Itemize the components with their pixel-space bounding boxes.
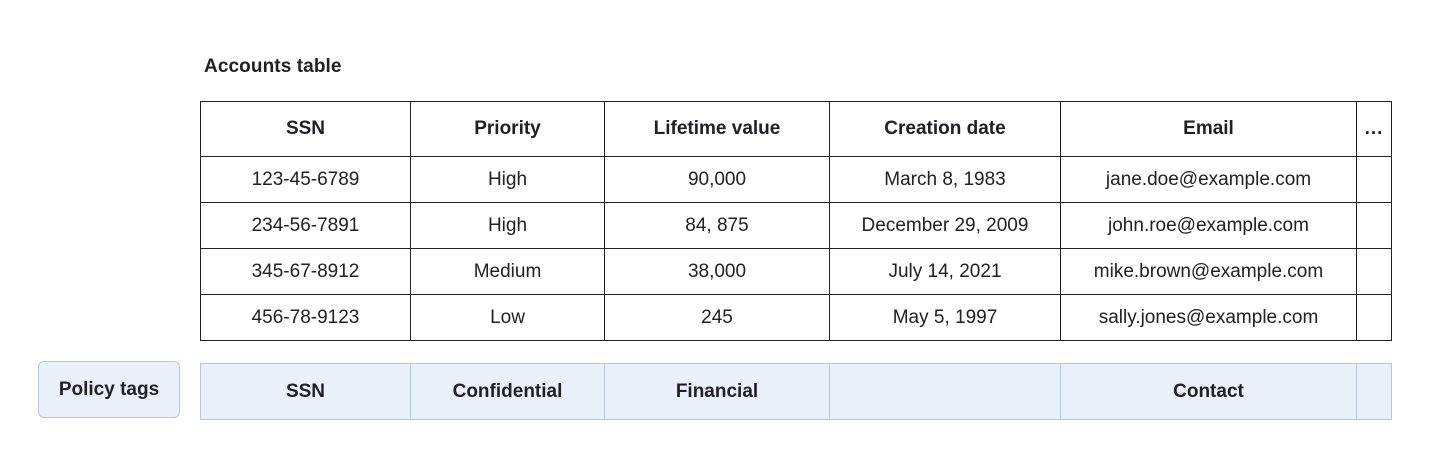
- column-header-email: Email: [1061, 102, 1357, 157]
- table-row: [201, 203, 1392, 249]
- cell-email: sally.jones@example.com: [1061, 295, 1357, 341]
- cell-lifetime-value: 38,000: [605, 249, 830, 295]
- policy-tags-table: [200, 363, 1392, 420]
- column-header-lifetime-value: Lifetime value: [605, 102, 830, 157]
- cell-creation-date: December 29, 2009: [830, 203, 1061, 249]
- cell-more: [1357, 203, 1392, 249]
- cell-creation-date: July 14, 2021: [830, 249, 1061, 295]
- cell-ssn: 123-45-6789: [201, 157, 411, 203]
- cell-lifetime-value: 245: [605, 295, 830, 341]
- cell-more: [1357, 157, 1392, 203]
- table-header-row: [201, 102, 1392, 157]
- cell-lifetime-value: 84, 875: [605, 203, 830, 249]
- column-header-priority: Priority: [411, 102, 605, 157]
- cell-creation-date: March 8, 1983: [830, 157, 1061, 203]
- policy-tag-empty: [830, 364, 1061, 420]
- cell-ssn: 345-67-8912: [201, 249, 411, 295]
- column-header-ssn: SSN: [201, 102, 411, 157]
- cell-lifetime-value: 90,000: [605, 157, 830, 203]
- accounts-table-title: Accounts table: [204, 56, 342, 77]
- policy-tag-confidential: Confidential: [411, 364, 605, 420]
- cell-priority: Low: [411, 295, 605, 341]
- cell-ssn: 234-56-7891: [201, 203, 411, 249]
- column-header-creation-date: Creation date: [830, 102, 1061, 157]
- cell-more: [1357, 295, 1392, 341]
- cell-creation-date: May 5, 1997: [830, 295, 1061, 341]
- cell-more: [1357, 249, 1392, 295]
- cell-priority: High: [411, 203, 605, 249]
- table-row: [201, 249, 1392, 295]
- cell-priority: High: [411, 157, 605, 203]
- policy-tags-label: Policy tags: [38, 361, 180, 418]
- cell-ssn: 456-78-9123: [201, 295, 411, 341]
- policy-tag-contact: Contact: [1061, 364, 1357, 420]
- policy-tag-financial: Financial: [605, 364, 830, 420]
- column-header-more-ellipsis: ...: [1357, 102, 1392, 157]
- policy-tag-ssn: SSN: [201, 364, 411, 420]
- policy-tags-row: [201, 364, 1392, 420]
- accounts-table: [200, 101, 1392, 341]
- table-row: [201, 157, 1392, 203]
- cell-email: jane.doe@example.com: [1061, 157, 1357, 203]
- cell-priority: Medium: [411, 249, 605, 295]
- table-row: [201, 295, 1392, 341]
- cell-email: john.roe@example.com: [1061, 203, 1357, 249]
- cell-email: mike.brown@example.com: [1061, 249, 1357, 295]
- policy-tag-more: [1357, 364, 1392, 420]
